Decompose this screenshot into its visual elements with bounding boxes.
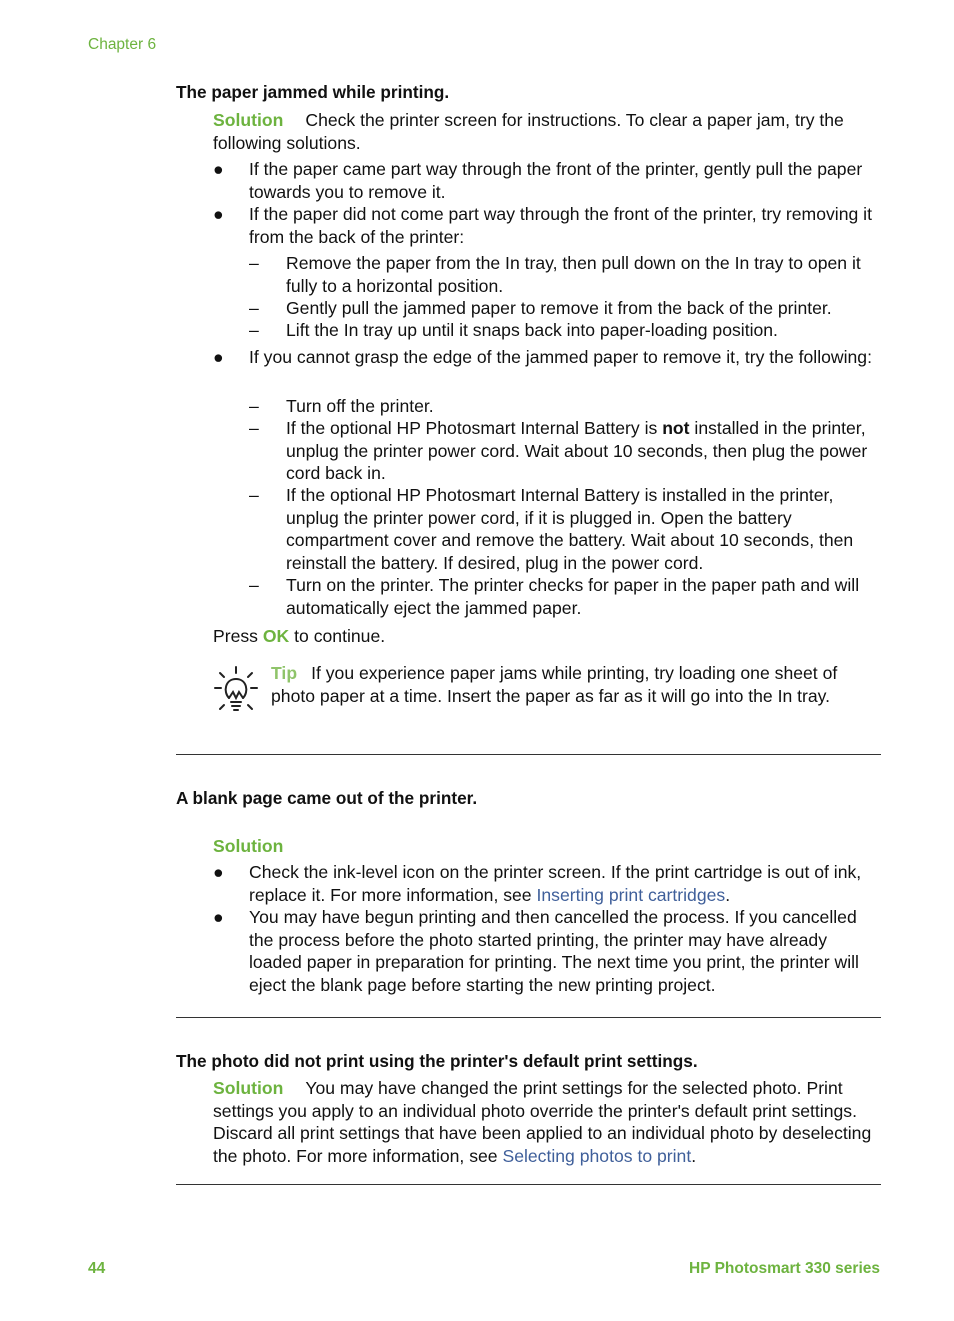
section-heading-blank-page: A blank page came out of the printer. [176, 788, 478, 808]
dash-marker: – [249, 253, 259, 273]
page-number: 44 [88, 1260, 106, 1277]
bullet-marker: ● [213, 204, 224, 224]
dash-marker: – [249, 320, 259, 340]
list-item: If the paper did not come part way through the front of the printer, try removing it from the back of the printer: [249, 204, 872, 247]
solution-label: Solution [213, 110, 284, 130]
tip-text: If you experience paper jams while printing, try loading one sheet of photo paper at a time. Insert the paper as far as it will go into the In tray. [271, 663, 838, 706]
dash-marker: – [249, 485, 259, 505]
sub-list-item: If the optional HP Photosmart Internal Battery is installed in the printer, unplug the printer power cord, if it is plugged in. Open the battery compartment cover and remove the battery. Wait about 10 seconds, then reinstall the battery. If desired, plug in the power cord. [286, 485, 854, 573]
emphasis-not: not [662, 418, 690, 438]
section-heading-paper-jam: The paper jammed while printing. [176, 82, 450, 102]
product-name: HP Photosmart 330 series [689, 1260, 880, 1277]
press-text: to continue. [289, 626, 386, 646]
sub-item-text: If the optional HP Photosmart Internal Battery is [286, 418, 663, 438]
dash-marker: – [249, 298, 259, 318]
list-item: If you cannot grasp the edge of the jammed paper to remove it, try the following: [249, 347, 872, 367]
ok-key-label: OK [262, 626, 290, 646]
solution-paragraph [213, 1077, 881, 1167]
tip-paragraph [271, 662, 881, 707]
sub-list-item: Turn on the printer. The printer checks for paper in the paper path and will automatically eject the jammed paper. [286, 575, 860, 618]
dash-marker: – [249, 418, 259, 438]
inserting-print-cartridges-link[interactable]: Inserting print cartridges [536, 884, 726, 905]
sub-list-item: Lift the In tray up until it snaps back into paper-loading position. [286, 320, 778, 340]
section-divider [176, 1184, 881, 1185]
section-divider [176, 1017, 881, 1018]
solution-text: . [691, 1145, 697, 1166]
bullet-marker: ● [213, 862, 224, 882]
press-ok-instruction [213, 625, 881, 648]
section-divider [176, 754, 881, 755]
solution-text: You may have changed the print settings for the selected photo. Print settings you apply to an individual photo override the printer's default print settings. Discard all print settings that have been applied to an individual photo by deselecting the photo. For more information, see [213, 1078, 872, 1166]
sub-item-text: installed in the printer, unplug the printer power cord. Wait about 10 seconds, then plug the power cord back in. [286, 418, 868, 483]
sub-list-item: Gently pull the jammed paper to remove it from the back of the printer. [286, 298, 832, 318]
bullet-marker: ● [213, 347, 224, 367]
list-item [249, 861, 881, 906]
solution-label: Solution [213, 1078, 284, 1098]
press-text: Press [213, 626, 263, 646]
sub-list-item: Remove the paper from the In tray, then pull down on the In tray to open it fully to a horizontal position. [286, 253, 861, 296]
chapter-label: Chapter 6 [88, 36, 157, 53]
section-heading-default-settings: The photo did not print using the printer's default print settings. [176, 1051, 698, 1071]
list-item-text: . [725, 884, 731, 905]
lightbulb-icon [213, 664, 259, 716]
bullet-marker: ● [213, 159, 224, 179]
list-item-text: Check the ink-level icon on the printer screen. If the print cartridge is out of ink, replace it. For more information, see [249, 862, 862, 905]
list-item: If the paper came part way through the front of the printer, gently pull the paper towards you to remove it. [249, 159, 863, 202]
sub-list-item: Turn off the printer. [286, 396, 434, 416]
solution-label: Solution [213, 836, 284, 856]
dash-marker: – [249, 396, 259, 416]
selecting-photos-to-print-link[interactable]: Selecting photos to print [502, 1145, 692, 1166]
tip-label: Tip [271, 663, 298, 683]
list-item: You may have begun printing and then cancelled the process. If you cancelled the process before the photo started printing, the printer may have already loaded paper in preparation for printing. The next time you print, the printer will eject the blank page before starting the new printing project. [249, 907, 859, 995]
dash-marker: – [249, 575, 259, 595]
bullet-marker: ● [213, 907, 224, 927]
solution-paragraph [213, 109, 881, 154]
solution-text: Check the printer screen for instructions. To clear a paper jam, try the following solutions. [213, 110, 844, 153]
sub-list-item [286, 417, 881, 485]
